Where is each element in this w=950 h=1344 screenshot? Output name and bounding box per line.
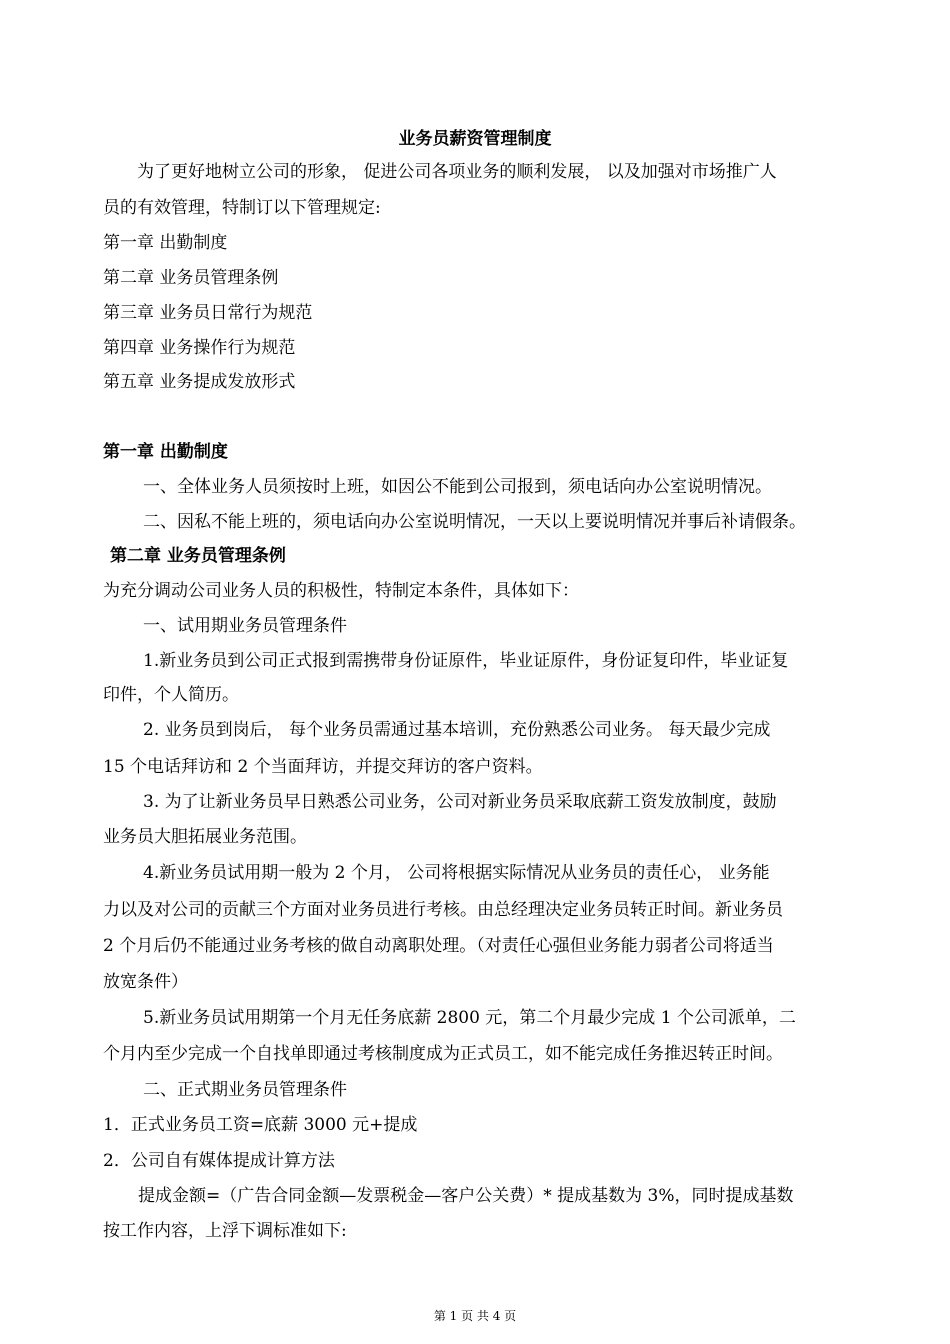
formal-item-2: 2．公司自有媒体提成计算方法 — [103, 1151, 335, 1171]
formula-line-2: 按工作内容，上浮下调标准如下: — [103, 1221, 347, 1241]
intro-line-2: 员的有效管理，特制订以下管理规定: — [103, 198, 381, 218]
item-4-line-2: 力以及对公司的贡献三个方面对业务员进行考核。由总经理决定业务员转正时间。新业务员 — [103, 900, 783, 920]
item-2-line-2: 15 个电话拜访和 2 个当面拜访，并提交拜访的客户资料。 — [103, 757, 543, 777]
item-5-line-1: 5.新业务员试用期第一个月无任务底薪 2800 元，第二个月最少完成 1 个公司派单，二 — [143, 1008, 796, 1028]
item-4-line-4: 放宽条件） — [103, 972, 188, 992]
formal-section-heading: 二、正式期业务员管理条件 — [143, 1080, 347, 1100]
toc-item-5: 第五章 业务提成发放形式 — [103, 372, 296, 392]
intro-line-1: 为了更好地树立公司的形象， 促进公司各项业务的顺利发展， 以及加强对市场推广人 — [137, 162, 777, 182]
toc-item-2: 第二章 业务员管理条例 — [103, 268, 279, 288]
item-1-line-1: 1.新业务员到公司正式报到需携带身份证原件，毕业证原件，身份证复印件，毕业证复 — [143, 651, 789, 671]
chapter-2-heading: 第二章 业务员管理条例 — [110, 546, 286, 566]
item-3-line-2: 业务员大胆拓展业务范围。 — [103, 827, 307, 847]
formal-item-1: 1．正式业务员工资=底薪 3000 元+提成 — [103, 1115, 418, 1135]
chapter-2-intro: 为充分调动公司业务人员的积极性，特制定本条件，具体如下： — [103, 581, 579, 601]
item-2-line-1: 2. 业务员到岗后， 每个业务员需通过基本培训，充份熟悉公司业务。 每天最少完成 — [143, 720, 771, 740]
chapter-1-paragraph-1: 一、全体业务人员须按时上班，如因公不能到公司报到，须电话向办公室说明情况。 — [143, 477, 772, 497]
formula-line-1: 提成金额=（广告合同金额—发票税金—客户公关费）* 提成基数为 3%，同时提成基数 — [138, 1186, 794, 1206]
chapter-1-paragraph-2: 二、因私不能上班的，须电话向办公室说明情况，一天以上要说明情况并事后补请假条。 — [143, 512, 806, 532]
document-title: 业务员薪资管理制度 — [398, 129, 552, 149]
item-4-line-1: 4.新业务员试用期一般为 2 个月， 公司将根据实际情况从业务员的责任心， 业务能 — [143, 863, 770, 883]
chapter-1-heading: 第一章 出勤制度 — [103, 442, 228, 462]
toc-item-4: 第四章 业务操作行为规范 — [103, 338, 296, 358]
probation-section-heading: 一、试用期业务员管理条件 — [143, 616, 347, 636]
toc-item-3: 第三章 业务员日常行为规范 — [103, 303, 313, 323]
item-3-line-1: 3. 为了让新业务员早日熟悉公司业务，公司对新业务员采取底薪工资发放制度，鼓励 — [143, 792, 777, 812]
page-number-footer: 第 1 页 共 4 页 — [433, 1309, 517, 1323]
item-4-line-3: 2 个月后仍不能通过业务考核的做自动离职处理。（对责任心强但业务能力弱者公司将适当 — [103, 936, 774, 956]
item-5-line-2: 个月内至少完成一个自找单即通过考核制度成为正式员工，如不能完成任务推迟转正时间。 — [103, 1044, 783, 1064]
toc-item-1: 第一章 出勤制度 — [103, 233, 228, 253]
item-1-line-2: 印件，个人简历。 — [103, 685, 239, 705]
